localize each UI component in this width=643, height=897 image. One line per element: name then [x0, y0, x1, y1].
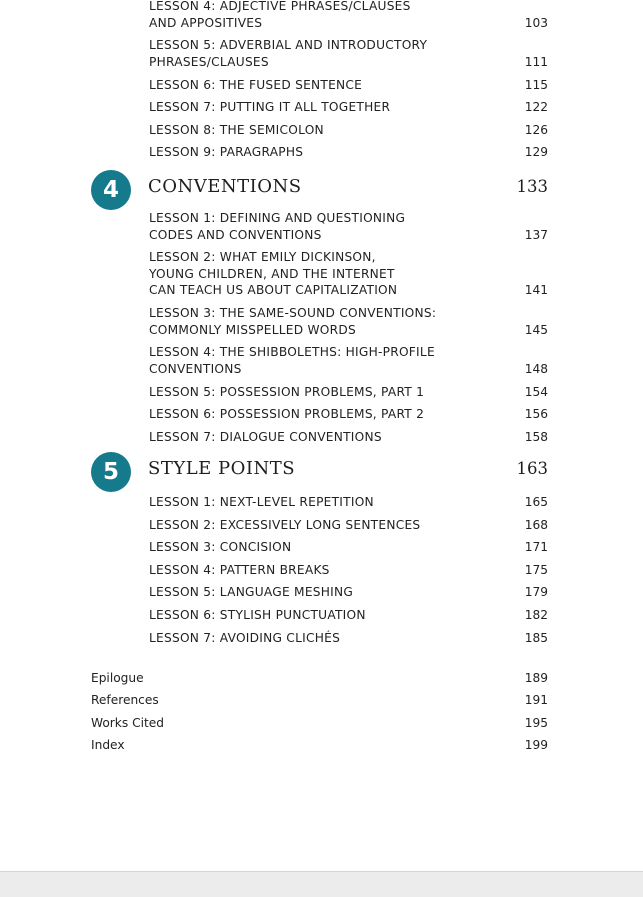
toc-entry-title: LESSON 7: AVOIDING CLICHÉS	[149, 631, 341, 645]
toc-entry-lesson[interactable]	[149, 99, 549, 116]
toc-entry-page: 156	[524, 407, 548, 421]
toc-entry-lesson[interactable]	[149, 562, 549, 579]
toc-entry-lesson[interactable]	[149, 210, 549, 243]
toc-entry-page: 195	[524, 716, 548, 730]
toc-entry-page: 179	[524, 585, 548, 599]
toc-entry-page: 191	[524, 693, 548, 707]
toc-entry-page: 137	[524, 227, 548, 242]
chapter-heading[interactable]	[91, 452, 549, 492]
toc-entry-page: 122	[524, 100, 548, 114]
toc-entry-page: 185	[524, 631, 548, 645]
toc-entry-backmatter[interactable]	[91, 715, 549, 731]
toc-entry-title: LESSON 3: CONCISION	[149, 540, 292, 554]
toc-entry-page: 165	[524, 495, 548, 509]
chapter-page: 163	[516, 459, 548, 478]
chapter-title: STYLE POINTS	[148, 458, 296, 479]
toc-entry-lesson[interactable]	[149, 77, 549, 94]
toc-entry-page: 199	[524, 738, 548, 752]
toc-entry-page: 129	[524, 145, 548, 159]
toc-entry-title: LESSON 1: DEFINING AND QUESTIONING CODES AND CONVENTIONS	[149, 211, 406, 242]
toc-entry-page: 148	[524, 361, 548, 376]
toc-entry-page: 111	[524, 54, 548, 69]
toc-entry-page: 103	[524, 15, 548, 30]
toc-entry-title: LESSON 4: PATTERN BREAKS	[149, 563, 330, 577]
toc-entry-page: 145	[524, 322, 548, 337]
chapter-page: 133	[516, 177, 548, 196]
toc-entry-title: LESSON 6: THE FUSED SENTENCE	[149, 78, 363, 92]
toc-entry-lesson[interactable]	[149, 0, 549, 31]
toc-entry-title: LESSON 2: EXCESSIVELY LONG SENTENCES	[149, 518, 421, 532]
toc-entry-page: 189	[524, 671, 548, 685]
chapter-number-badge: 5	[91, 452, 131, 492]
toc-entry-title: LESSON 5: LANGUAGE MESHING	[149, 585, 354, 599]
toc-entry-lesson[interactable]	[149, 539, 549, 556]
toc-entry-lesson[interactable]	[149, 37, 549, 70]
toc-entry-lesson[interactable]	[149, 249, 549, 299]
toc-entry-title: LESSON 5: ADVERBIAL AND INTRODUCTORY PHRASES/CLAUSES	[149, 38, 428, 69]
toc-entry-title: Epilogue	[91, 671, 144, 685]
toc-entry-title: Index	[91, 738, 125, 752]
toc-entry-lesson[interactable]	[149, 517, 549, 534]
toc-entry-title: LESSON 6: STYLISH PUNCTUATION	[149, 608, 366, 622]
toc-entry-title: References	[91, 693, 159, 707]
toc-entry-lesson[interactable]	[149, 122, 549, 139]
toc-entry-lesson[interactable]	[149, 144, 549, 161]
toc-entry-lesson[interactable]	[149, 630, 549, 647]
toc-entry-lesson[interactable]	[149, 344, 549, 377]
toc-entry-page: 182	[524, 608, 548, 622]
toc-entry-backmatter[interactable]	[91, 737, 549, 753]
toc-entry-lesson[interactable]	[149, 494, 549, 511]
toc-entry-title: LESSON 1: NEXT-LEVEL REPETITION	[149, 495, 374, 509]
toc-entry-page: 141	[524, 283, 548, 298]
toc-entry-page: 115	[524, 78, 548, 92]
toc-entry-page: 126	[524, 123, 548, 137]
chapter-number-badge: 4	[91, 170, 131, 210]
toc-entry-page: 168	[524, 518, 548, 532]
toc-entry-title: LESSON 4: ADJECTIVE PHRASES/CLAUSES AND APPOSITIVES	[149, 0, 411, 30]
toc-entry-title: LESSON 8: THE SEMICOLON	[149, 123, 324, 137]
toc-entry-page: 171	[524, 540, 548, 554]
toc-entry-title: LESSON 5: POSSESSION PROBLEMS, PART 1	[149, 385, 425, 399]
toc-entry-title: LESSON 6: POSSESSION PROBLEMS, PART 2	[149, 407, 425, 421]
toc-entry-page: 175	[524, 563, 548, 577]
toc-entry-lesson[interactable]	[149, 384, 549, 401]
toc-entry-page: 158	[524, 430, 548, 444]
toc-entry-lesson[interactable]	[149, 406, 549, 423]
toc-entry-lesson[interactable]	[149, 584, 549, 601]
viewer-bottom-bar	[0, 871, 643, 897]
toc-entry-title: LESSON 4: THE SHIBBOLETHS: HIGH-PROFILE CONVENTIONS	[149, 345, 435, 376]
chapter-heading[interactable]	[91, 170, 549, 210]
toc-entry-title: Works Cited	[91, 716, 164, 730]
toc-entry-backmatter[interactable]	[91, 670, 549, 686]
toc-entry-title: LESSON 2: WHAT EMILY DICKINSON, YOUNG CHILDREN, AND THE INTERNET CAN TEACH US ABOUT CAPITALIZATION	[149, 250, 398, 298]
toc-entry-lesson[interactable]	[149, 607, 549, 624]
toc-entry-title: LESSON 7: PUTTING IT ALL TOGETHER	[149, 100, 391, 114]
toc-entry-title: LESSON 9: PARAGRAPHS	[149, 145, 304, 159]
toc-entry-lesson[interactable]	[149, 305, 549, 338]
toc-entry-page: 154	[524, 385, 548, 399]
toc-entry-backmatter[interactable]	[91, 692, 549, 708]
toc-entry-title: LESSON 3: THE SAME-SOUND CONVENTIONS: COMMONLY MISSPELLED WORDS	[149, 306, 437, 337]
chapter-title: CONVENTIONS	[148, 176, 302, 197]
toc-entry-lesson[interactable]	[149, 429, 549, 446]
toc-entry-title: LESSON 7: DIALOGUE CONVENTIONS	[149, 430, 382, 444]
